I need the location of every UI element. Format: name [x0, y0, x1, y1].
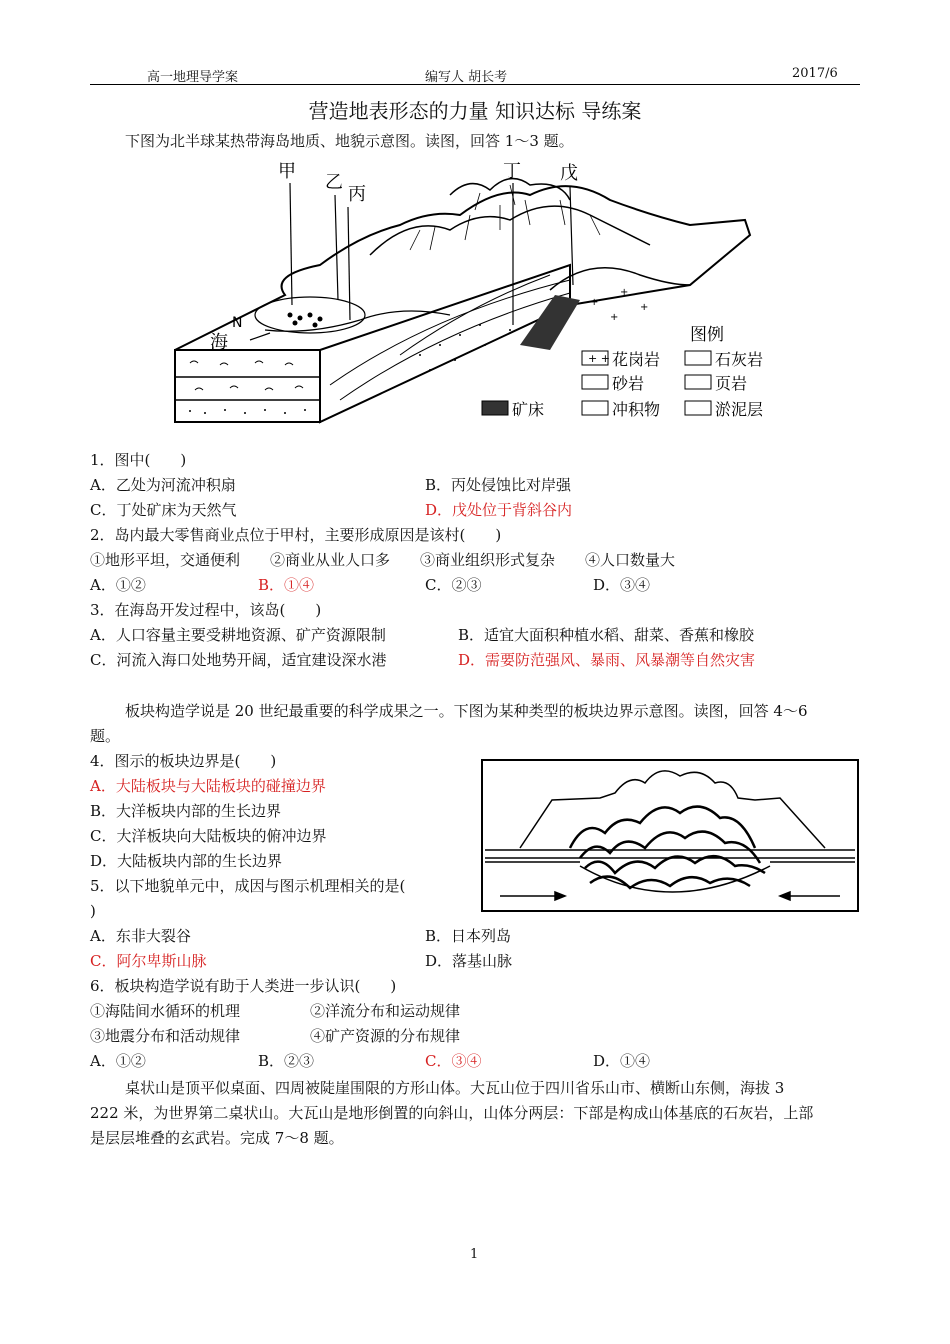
q4-option-b: B．大洋板块内部的生长边界	[90, 802, 282, 820]
legend-shale: 页岩	[715, 374, 748, 393]
header-rule	[90, 84, 860, 85]
q3-option-b: B．适宜大面积种植水稻、甜菜、香蕉和橡胶	[458, 626, 755, 644]
intro-paragraph-2-cont: 题。	[90, 727, 121, 745]
legend-title: 图例	[690, 325, 724, 345]
intro-paragraph-3-line-1: 桌状山是顶平似桌面、四周被陡崖围限的方形山体。大瓦山位于四川省乐山市、横断山东侧，海拔 3	[125, 1079, 785, 1097]
q6-option-d: D．①④	[593, 1052, 651, 1070]
q2-option-a: A．①②	[90, 576, 146, 594]
svg-text:+: +	[640, 302, 649, 313]
label-jia: 甲	[278, 161, 296, 182]
intro-paragraph-1: 下图为北半球某热带海岛地质、地貌示意图。读图，回答 1～3 题。	[125, 132, 574, 150]
legend-ore: 矿床	[512, 400, 545, 419]
label-bing: 丙	[348, 184, 366, 205]
q4-option-d: D．大陆板块内部的生长边界	[90, 852, 283, 870]
q6-choice-1: ①海陆间水循环的机理	[90, 1002, 241, 1020]
q1-option-d: D．戊处位于背斜谷内	[425, 501, 573, 519]
svg-text:+: +	[590, 297, 599, 308]
q4-option-c: C．大洋板块向大陆板块的俯冲边界	[90, 827, 327, 845]
q5-stem-close: )	[90, 902, 96, 920]
q3-option-c: C．河流入海口处地势开阔，适宜建设深水港	[90, 651, 387, 669]
q3-option-d: D．需要防范强风、暴雨、风暴潮等自然灾害	[458, 651, 756, 669]
north-label: N	[232, 315, 243, 331]
q6-choice-4: ④矿产资源的分布规律	[310, 1027, 461, 1045]
q1-option-c: C．丁处矿床为天然气	[90, 501, 237, 519]
legend-sandstone: 砂岩	[612, 374, 645, 393]
q1-option-b: B．丙处侵蚀比对岸强	[425, 476, 572, 494]
page-title: 营造地表形态的力量 知识达标 导练案	[308, 99, 642, 123]
svg-text:+ +: + +	[588, 352, 610, 365]
island-geology-figure	[170, 155, 790, 430]
q3-option-a: A．人口容量主要受耕地资源、矿产资源限制	[90, 626, 386, 644]
header-left: 高一地理导学案	[147, 70, 239, 85]
q6-option-c: C．③④	[425, 1052, 482, 1070]
q1-stem: 1．图中( )	[90, 451, 187, 469]
q5-option-d: D．落基山脉	[425, 952, 513, 970]
svg-text:+: +	[620, 287, 629, 298]
legend-limestone: 石灰岩	[715, 350, 764, 369]
legend-silt: 淤泥层	[715, 400, 764, 419]
label-yi: 乙	[325, 172, 343, 193]
q2-choices: ①地形平坦，交通便利 ②商业从业人口多 ③商业组织形式复杂 ④人口数量大	[90, 551, 676, 569]
q2-option-b: B．①④	[258, 576, 315, 594]
q2-option-d: D．③④	[593, 576, 651, 594]
q2-option-c: C．②③	[425, 576, 482, 594]
svg-text:+: +	[610, 312, 619, 323]
intro-paragraph-2: 板块构造学说是 20 世纪最重要的科学成果之一。下图为某种类型的板块边界示意图。读图，回答 4～6	[125, 702, 808, 720]
header-center: 编写人 胡长考	[425, 70, 508, 85]
q5-option-a: A．东非大裂谷	[90, 927, 191, 945]
plate-boundary-figure	[480, 758, 860, 913]
q4-stem: 4．图示的板块边界是( )	[90, 752, 277, 770]
label-ding: 丁	[503, 161, 521, 182]
header-right: 2017/6	[792, 66, 838, 81]
q6-option-a: A．①②	[90, 1052, 146, 1070]
q5-option-c: C．阿尔卑斯山脉	[90, 952, 207, 970]
legend-granite: 花岗岩	[612, 350, 661, 369]
q6-option-b: B．②③	[258, 1052, 315, 1070]
page-number: 1	[470, 1247, 479, 1262]
q1-option-a: A．乙处为河流冲积扇	[90, 476, 236, 494]
intro-paragraph-3-line-3: 是层层堆叠的玄武岩。完成 7～8 题。	[90, 1129, 344, 1147]
q6-choice-2: ②洋流分布和运动规律	[310, 1002, 461, 1020]
q6-stem: 6．板块构造学说有助于人类进一步认识( )	[90, 977, 397, 995]
label-wu: 戊	[560, 163, 578, 184]
sea-label: 海	[210, 332, 228, 353]
q6-choice-3: ③地震分布和活动规律	[90, 1027, 241, 1045]
intro-paragraph-3-line-2: 222 米，为世界第二桌状山。大瓦山是地形倒置的向斜山，山体分两层：下部是构成山体基底的石灰岩，上部	[90, 1104, 814, 1122]
legend-alluvium: 冲积物	[612, 400, 661, 419]
q2-stem: 2．岛内最大零售商业点位于甲村，主要形成原因是该村( )	[90, 526, 502, 544]
q4-option-a: A．大陆板块与大陆板块的碰撞边界	[90, 777, 326, 795]
q5-stem: 5．以下地貌单元中，成因与图示机理相关的是(	[90, 877, 406, 895]
q5-option-b: B．日本列岛	[425, 927, 512, 945]
q3-stem: 3．在海岛开发过程中，该岛( )	[90, 601, 322, 619]
